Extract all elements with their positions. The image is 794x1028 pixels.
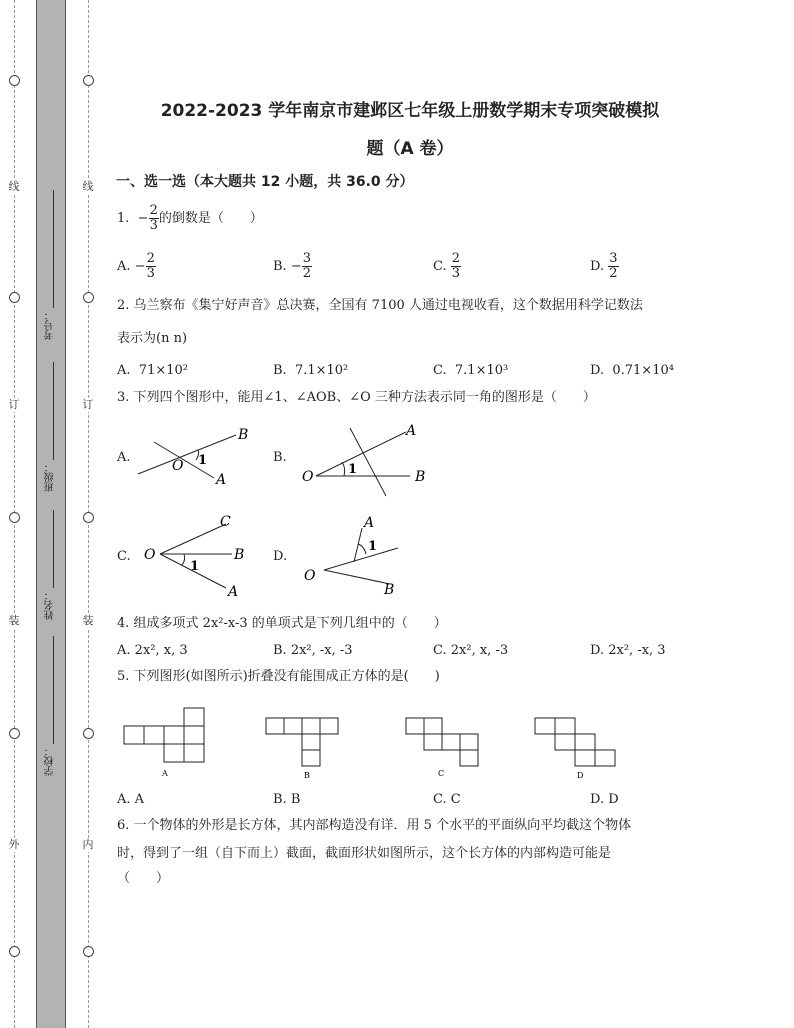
q4-option-a[interactable]: A. 2x², x, 3 — [117, 643, 188, 658]
q3-option-d[interactable]: D. — [273, 549, 288, 564]
point-label: C — [220, 514, 231, 530]
q2-option-b[interactable]: B. 7.1×10² — [273, 363, 349, 378]
q3-figure-a — [132, 422, 252, 490]
section-heading: 一、选一选（本大题共 12 小题，共 36.0 分） — [116, 174, 414, 190]
binding-char-zhuang: 装 — [8, 614, 20, 627]
binding-hole — [9, 75, 20, 86]
question-3: 3. 下列四个图形中，能用∠1、∠AOB、∠O 三种方法表示同一角的图形是（ ） — [117, 390, 596, 405]
question-5: 5. 下列图形(如图所示)折叠没有能围成正方体的是( ) — [117, 669, 440, 684]
point-label: O — [302, 469, 314, 485]
net-label: A — [162, 769, 168, 778]
binding-hole — [9, 512, 20, 523]
q3-figure-c — [140, 508, 250, 600]
binding-char-ding: 订 — [82, 398, 94, 411]
class-field[interactable] — [40, 362, 60, 512]
binding-hole — [83, 75, 94, 86]
page-title-line2: 题（A 卷） — [366, 139, 454, 159]
q5-option-c[interactable]: C. C — [433, 792, 461, 807]
page-title-line1: 2022-2023 学年南京市建邺区七年级上册数学期末专项突破模拟 — [160, 101, 660, 121]
binding-hole — [83, 728, 94, 739]
q2-option-c[interactable]: C. 7.1×10³ — [433, 363, 509, 378]
school-field[interactable] — [40, 636, 60, 786]
q5-option-b[interactable]: B. B — [273, 792, 301, 807]
binding-hole — [9, 292, 20, 303]
q3-figure-b — [298, 420, 438, 500]
q1-option-c[interactable]: C. $\frac{2}{3}$ — [433, 251, 461, 281]
binding-char-zhuang: 装 — [82, 614, 94, 627]
point-label: A — [364, 515, 375, 531]
exam-number-field[interactable] — [40, 190, 60, 340]
net-label: B — [304, 771, 310, 780]
point-label: B — [384, 582, 395, 598]
q4-option-d[interactable]: D. 2x², -x, 3 — [590, 643, 666, 658]
point-label: O — [144, 547, 156, 563]
angle-label: 1 — [348, 462, 358, 477]
q1-option-a[interactable]: A. − $\frac{2}{3}$ — [117, 251, 155, 281]
q3-option-c[interactable]: C. — [117, 549, 131, 564]
q3-option-b[interactable]: B. — [273, 450, 287, 465]
binding-hole — [83, 512, 94, 523]
angle-label: 1 — [190, 559, 200, 574]
binding-char-xian: 线 — [82, 180, 94, 193]
q3-option-a[interactable]: A. — [117, 450, 131, 465]
point-label: O — [172, 458, 184, 474]
q5-option-d[interactable]: D. D — [590, 792, 619, 807]
school-label: 学校： — [45, 746, 56, 776]
fraction: $\frac{2}{3}$ — [149, 203, 158, 233]
net-label: D — [577, 771, 584, 780]
q2-option-a[interactable]: A. 71×10² — [117, 363, 188, 378]
point-label: A — [216, 472, 227, 488]
question-4: 4. 组成多项式 2x²-x-3 的单项式是下列几组中的（ ） — [117, 616, 447, 631]
binding-hole — [83, 946, 94, 957]
q5-net-c — [404, 714, 494, 784]
q4-option-c[interactable]: C. 2x², x, -3 — [433, 643, 509, 658]
q4-option-b[interactable]: B. 2x², -x, -3 — [273, 643, 353, 658]
q5-option-a[interactable]: A. A — [117, 792, 145, 807]
name-field[interactable] — [40, 510, 60, 630]
binding-char-ding: 订 — [8, 398, 20, 411]
point-label: A — [228, 584, 239, 600]
question-6-line2: 时，得到了一组（自下而上）截面，截面形状如图所示，这个长方体的内部构造可能是 — [117, 846, 612, 861]
angle-label: 1 — [198, 453, 208, 468]
question-6-line3: （ ） — [117, 871, 170, 886]
binding-hole — [9, 728, 20, 739]
q2-option-d[interactable]: D. 0.71×10⁴ — [590, 363, 674, 378]
binding-hole — [83, 292, 94, 303]
name-label: 姓名： — [45, 590, 56, 620]
question-2-line1: 2. 乌兰察布《集宁好声音》总决赛，全国有 7100 人通过电视收看，这个数据用科学记数法 — [117, 298, 643, 313]
angle-label: 1 — [368, 539, 378, 554]
point-label: O — [304, 568, 316, 584]
point-label: B — [415, 469, 426, 485]
binding-char-wai: 外 — [8, 838, 20, 851]
point-label: B — [234, 547, 245, 563]
question-1: 1. − $\frac{2}{3}$ 的倒数是（ ） — [117, 203, 263, 233]
q3-figure-d — [300, 510, 410, 598]
class-label: 班级： — [45, 462, 56, 492]
point-label: A — [406, 423, 417, 439]
q5-net-b — [264, 714, 354, 784]
question-6-line1: 6. 一个物体的外形是长方体，其内部构造没有详．用 5 个水平的平面纵向平均截这个物体 — [117, 818, 632, 833]
binding-char-nei: 内 — [82, 838, 94, 851]
binding-hole — [9, 946, 20, 957]
q5-net-d — [533, 716, 633, 786]
exam-number-label: 考号： — [45, 310, 56, 340]
binding-char-xian: 线 — [8, 180, 20, 193]
q1-option-d[interactable]: D. $\frac{3}{2}$ — [590, 251, 618, 281]
question-2-line2: 表示为(n n) — [117, 331, 188, 346]
point-label: B — [238, 427, 249, 443]
net-label: C — [438, 769, 445, 778]
q5-net-a — [122, 704, 212, 784]
q1-option-b[interactable]: B. − $\frac{3}{2}$ — [273, 251, 312, 281]
